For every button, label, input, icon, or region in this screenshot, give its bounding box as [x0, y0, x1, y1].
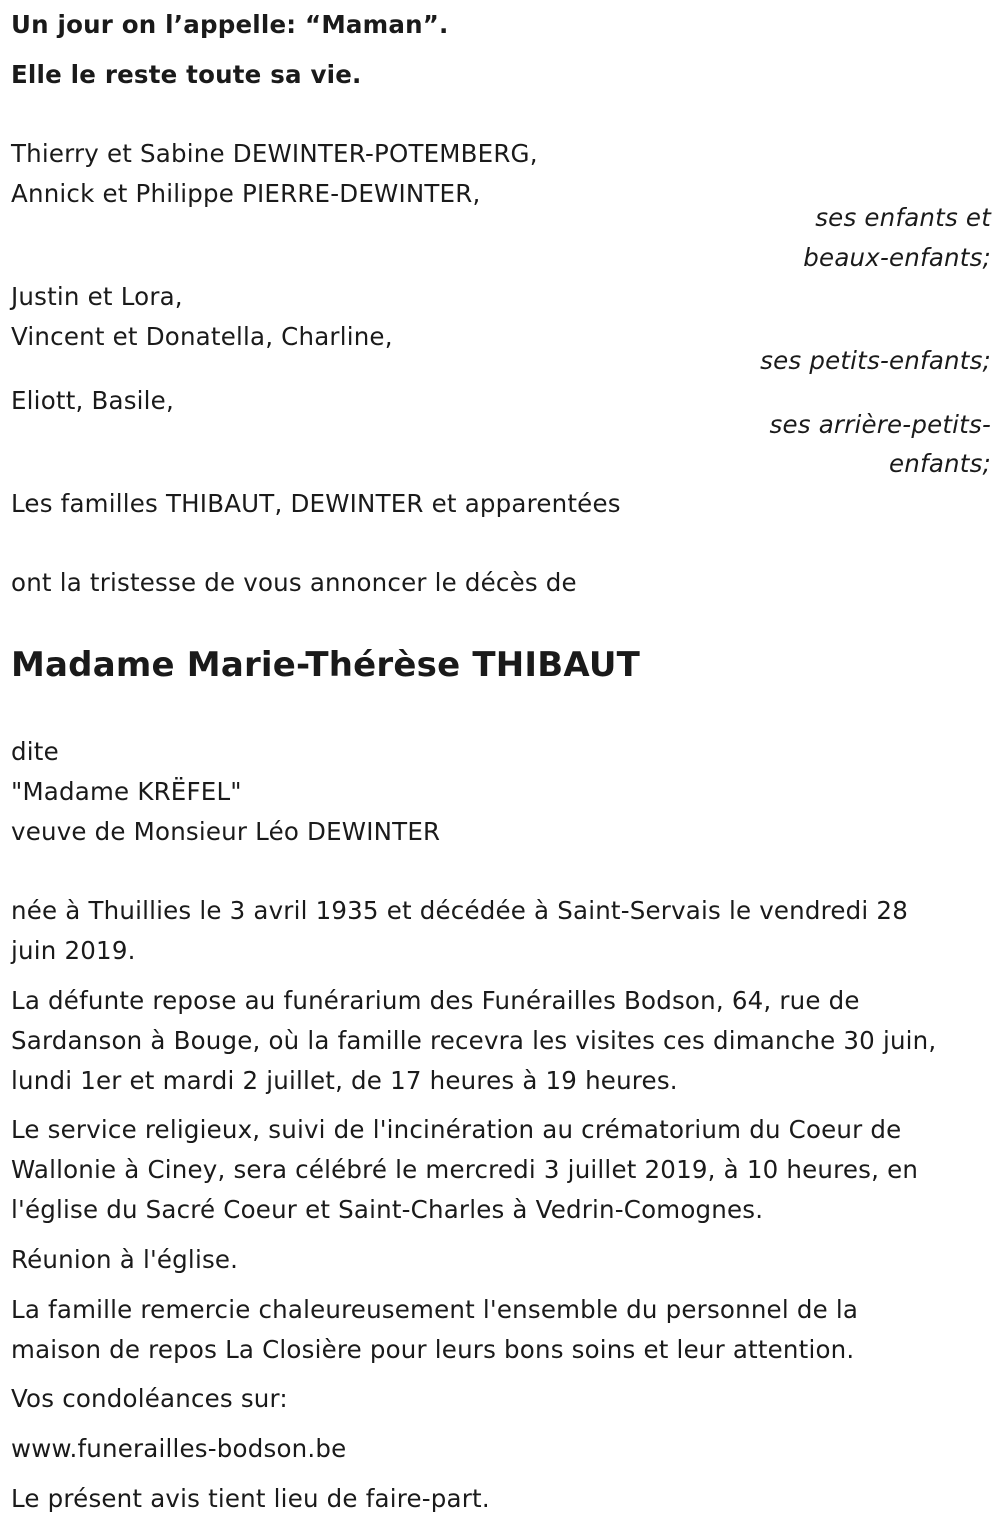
children-role-line-2: beaux-enfants; [803, 243, 991, 272]
alias: "Madame KRËFEL" [11, 777, 242, 806]
condolences-label: Vos condoléances sur: [11, 1384, 288, 1413]
announcement-line: ont la tristesse de vous annoncer le décès de [11, 568, 577, 597]
widow-of: veuve de Monsieur Léo DEWINTER [11, 817, 441, 846]
deceased-name: Madame Marie-Thérèse THIBAUT [11, 645, 641, 685]
grandchildren-line-1: Justin et Lora, [11, 282, 183, 311]
great-grandchildren-role-line-1: ses arrière-petits- [769, 410, 991, 439]
service-line-3: l'église du Sacré Coeur et Saint-Charles à Vedrin-Comognes. [11, 1195, 764, 1224]
alias-intro: dite [11, 737, 59, 766]
notice-line: Le présent avis tient lieu de faire-part. [11, 1484, 490, 1513]
children-role-line-1: ses enfants et [815, 203, 991, 232]
great-grandchildren-line-1: Eliott, Basile, [11, 386, 174, 415]
birth-death-line-1: née à Thuillies le 3 avril 1935 et décédée à Saint-Servais le vendredi 28 [11, 896, 908, 925]
service-line-1: Le service religieux, suivi de l'incinération au crématorium du Coeur de [11, 1115, 902, 1144]
condolences-url-link[interactable]: www.funerailles-bodson.be [11, 1434, 347, 1463]
thanks-line-2: maison de repos La Closière pour leurs bons soins et leur attention. [11, 1335, 855, 1364]
families-line: Les familles THIBAUT, DEWINTER et apparentées [11, 489, 621, 518]
meeting-line: Réunion à l'église. [11, 1245, 239, 1274]
viewing-line-1: La défunte repose au funérarium des Funérailles Bodson, 64, rue de [11, 986, 860, 1015]
service-line-2: Wallonie à Ciney, sera célébré le mercredi 3 juillet 2019, à 10 heures, en [11, 1155, 919, 1184]
viewing-line-2: Sardanson à Bouge, où la famille recevra les visites ces dimanche 30 juin, [11, 1026, 937, 1055]
children-line-2: Annick et Philippe PIERRE-DEWINTER, [11, 179, 481, 208]
grandchildren-role: ses petits-enfants; [760, 346, 991, 375]
thanks-line-1: La famille remercie chaleureusement l'ensemble du personnel de la [11, 1295, 859, 1324]
epigraph-line-2: Elle le reste toute sa vie. [11, 60, 362, 89]
viewing-line-3: lundi 1er et mardi 2 juillet, de 17 heures à 19 heures. [11, 1066, 678, 1095]
birth-death-line-2: juin 2019. [11, 936, 136, 965]
epigraph-line-1: Un jour on l’appelle: “Maman”. [11, 10, 449, 39]
great-grandchildren-role-line-2: enfants; [889, 449, 991, 478]
children-line-1: Thierry et Sabine DEWINTER-POTEMBERG, [11, 139, 538, 168]
grandchildren-line-2: Vincent et Donatella, Charline, [11, 322, 393, 351]
